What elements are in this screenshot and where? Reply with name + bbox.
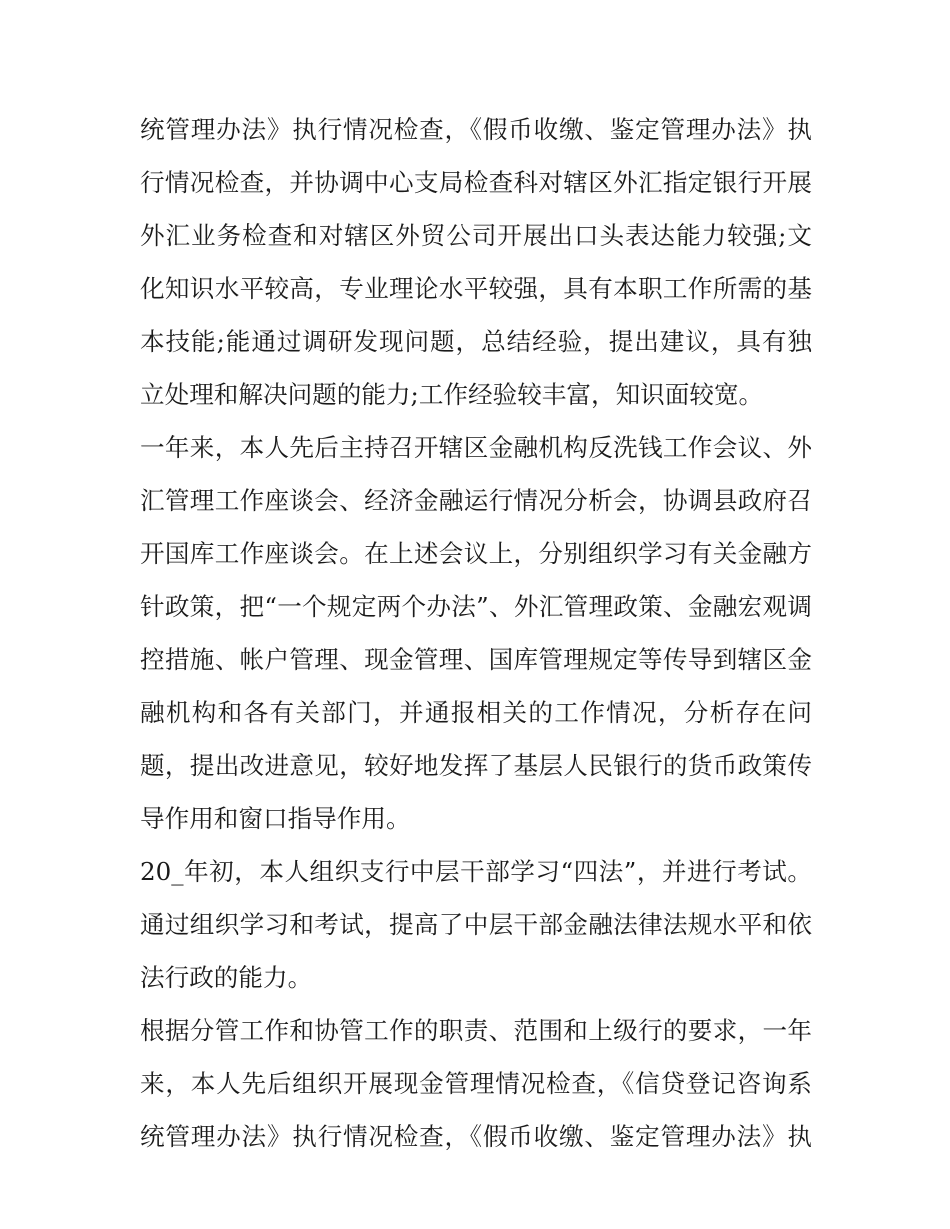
- text-line: 开国库工作座谈会。在上述会议上，分别组织学习有关金融方: [140, 539, 812, 568]
- text-line: 一年来，本人先后主持召开辖区金融机构反洗钱工作会议、外: [140, 433, 812, 462]
- text-line: 法行政的能力。: [140, 963, 313, 992]
- text-line: 外汇业务检查和对辖区外贸公司开展出口头表达能力较强;文: [140, 221, 812, 250]
- text-line: 化知识水平较高，专业理论水平较强，具有本职工作所需的基: [140, 274, 812, 303]
- text-line: 汇管理工作座谈会、经济金融运行情况分析会，协调县政府召: [140, 486, 812, 515]
- document-body: [140, 103, 812, 1163]
- text-line: 行情况检查，并协调中心支局检查科对辖区外汇指定银行开展: [140, 168, 812, 197]
- text-line: 20_年初，本人组织支行中层干部学习“四法”，并进行考试。: [140, 857, 812, 886]
- text-line: 根据分管工作和协管工作的职责、范围和上级行的要求，一年: [140, 1016, 812, 1045]
- text-line: 通过组织学习和考试，提高了中层干部金融法律法规水平和依: [140, 910, 812, 939]
- text-line: 题，提出改进意见，较好地发挥了基层人民银行的货币政策传: [140, 751, 812, 780]
- text-line: 本技能;能通过调研发现问题，总结经验，提出建议，具有独: [140, 327, 812, 356]
- text-line: 统管理办法》执行情况检查，《假币收缴、鉴定管理办法》执: [140, 1122, 812, 1151]
- text-line: 统管理办法》执行情况检查，《假币收缴、鉴定管理办法》执: [140, 115, 812, 144]
- text-line: 控措施、帐户管理、现金管理、国库管理规定等传导到辖区金: [140, 645, 812, 674]
- text-line: 导作用和窗口指导作用。: [140, 804, 411, 833]
- text-line: 来，本人先后组织开展现金管理情况检查，《信贷登记咨询系: [140, 1069, 812, 1098]
- text-line: 针政策，把“一个规定两个办法”、外汇管理政策、金融宏观调: [140, 592, 812, 621]
- text-line: 立处理和解决问题的能力;工作经验较丰富，知识面较宽。: [140, 380, 764, 409]
- text-line: 融机构和各有关部门，并通报相关的工作情况，分析存在问: [140, 698, 812, 727]
